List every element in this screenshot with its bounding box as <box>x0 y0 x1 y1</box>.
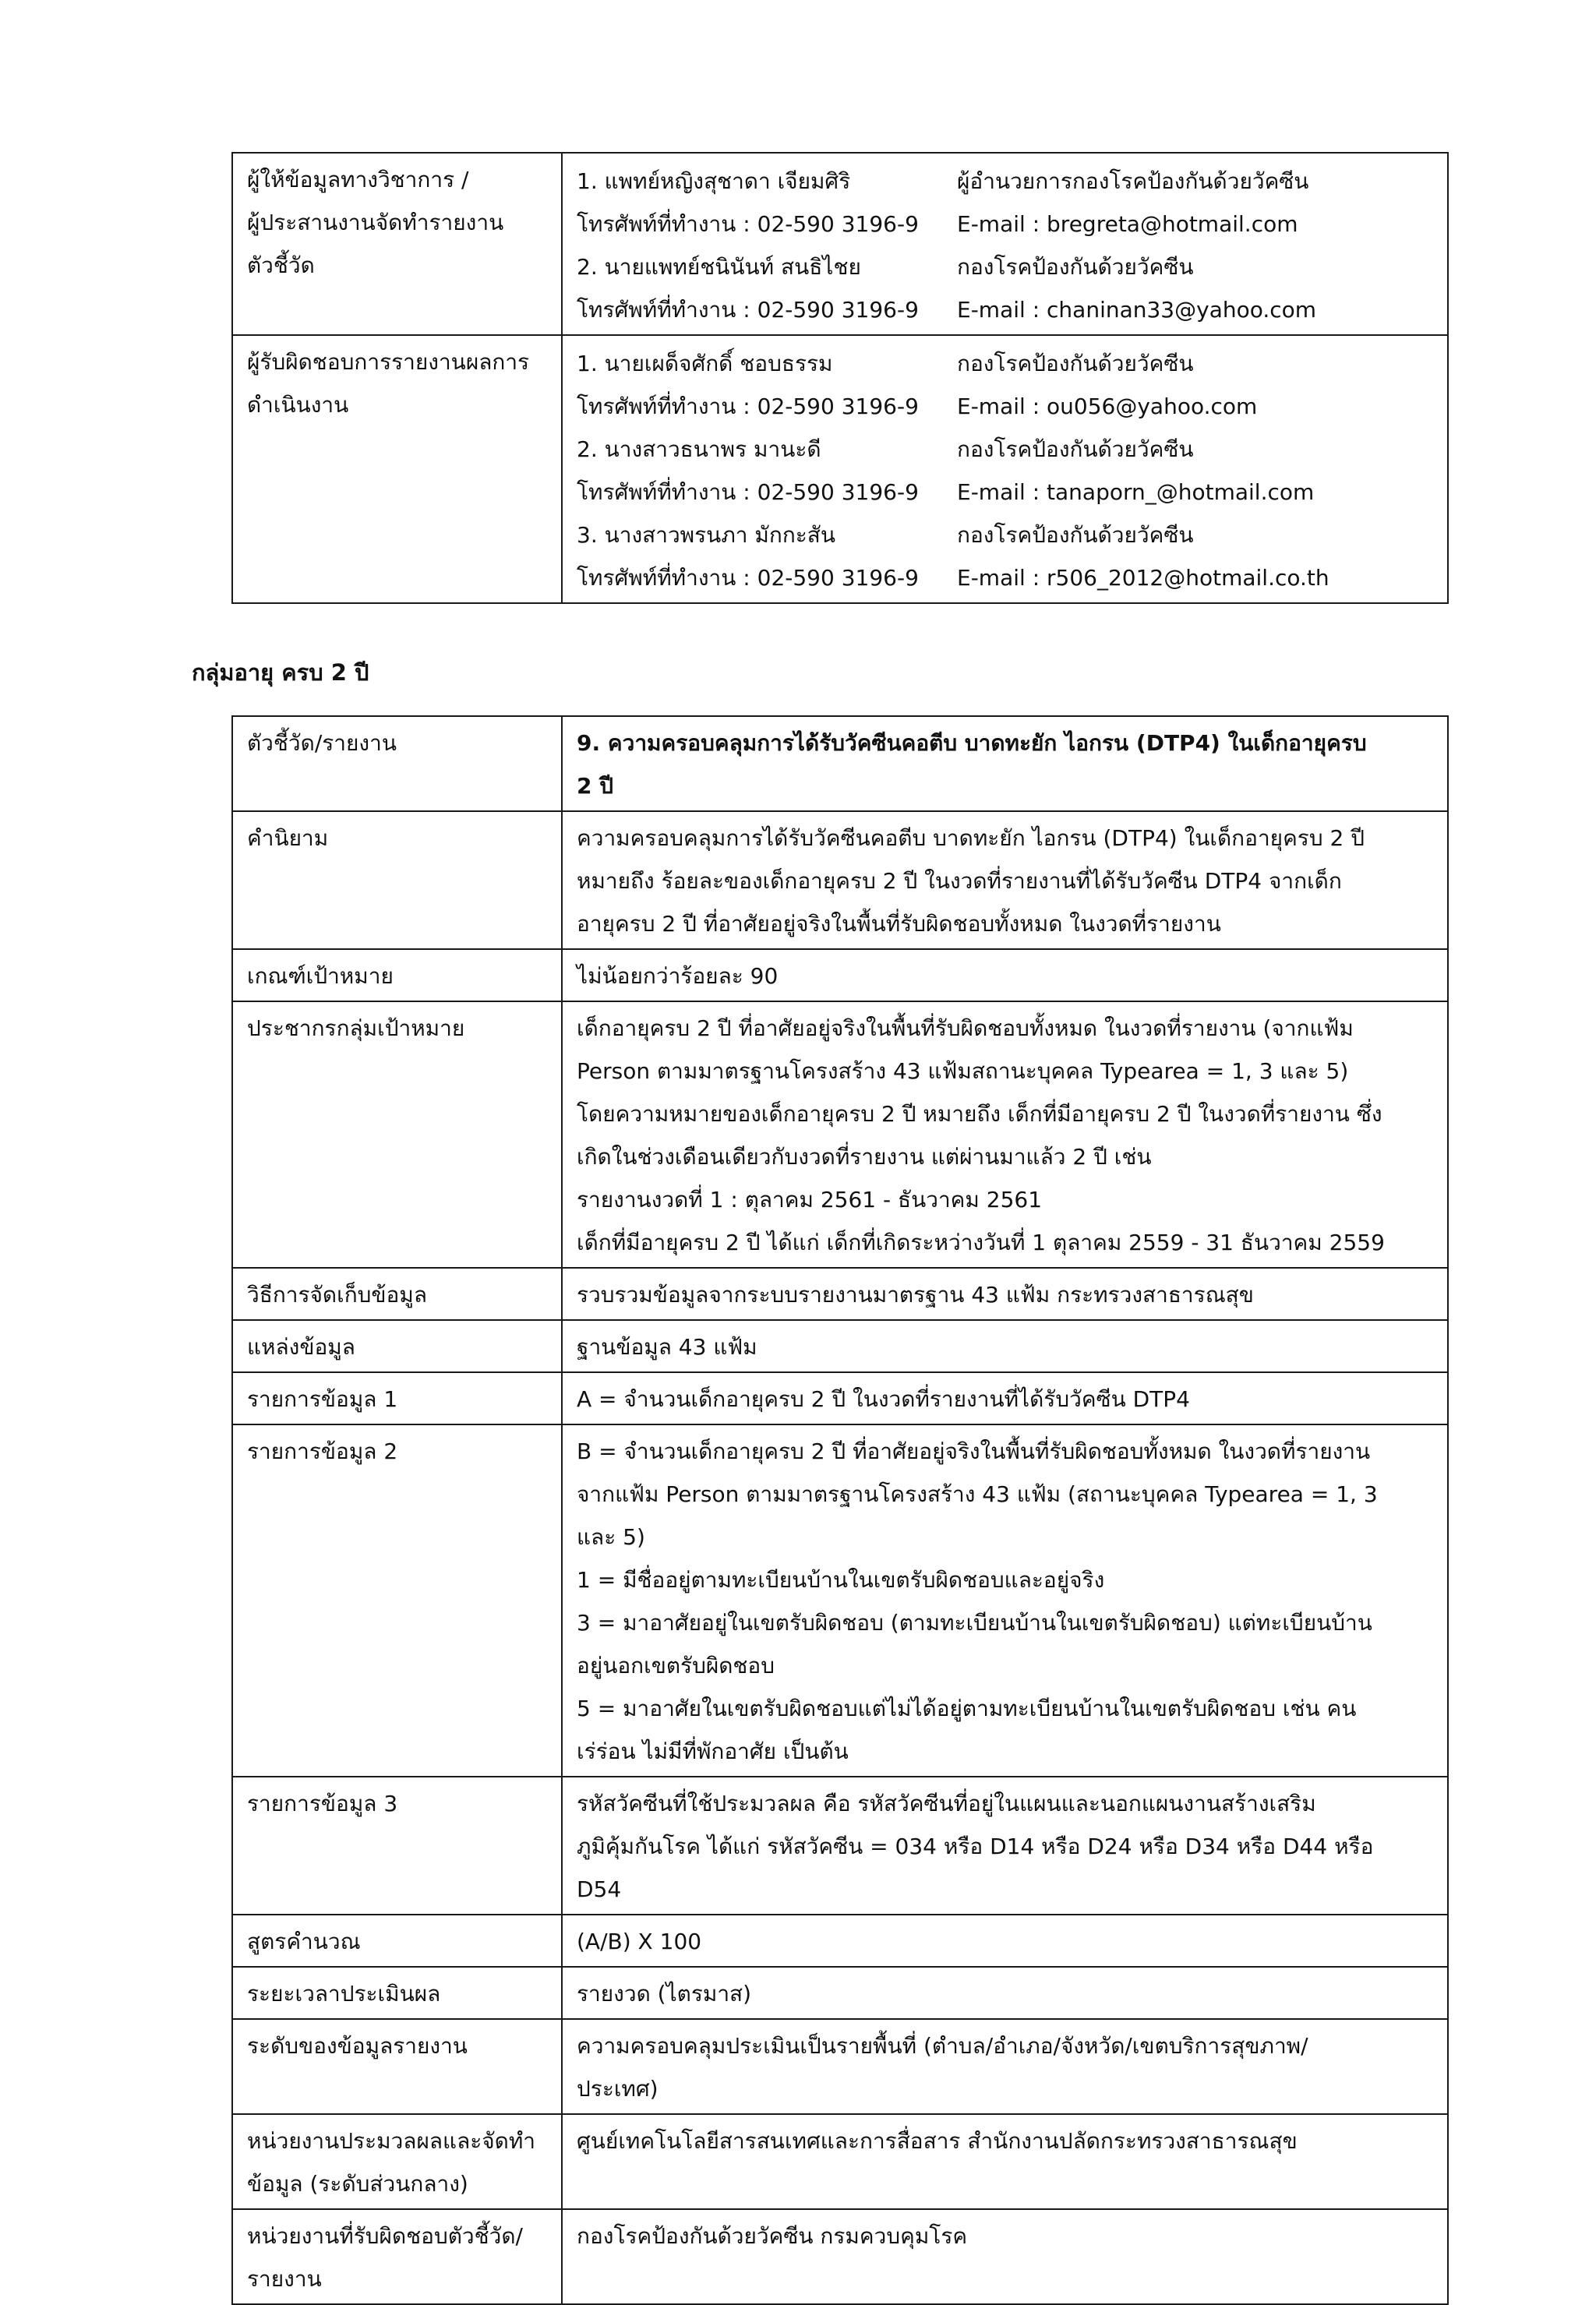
contact-line-right: กองโรคป้องกันด้วยวัคซีน <box>957 254 1194 280</box>
contact-line-right: E-mail : tanaporn_@hotmail.com <box>957 479 1315 505</box>
value-line: อยู่นอกเขตรับผิดชอบ <box>577 1653 775 1678</box>
value-line: D54 <box>577 1876 622 1902</box>
value-line: Person ตามมาตรฐานโครงสร้าง 43 แฟ้มสถานะบุคคล Typearea = 1, 3 และ 5) <box>577 1058 1349 1084</box>
row-value <box>562 1777 1448 1915</box>
value-line: จากแฟ้ม Person ตามมาตรฐานโครงสร้าง 43 แฟ้ม (สถานะบุคคล Typearea = 1, 3 <box>577 1481 1378 1507</box>
row-value <box>562 2114 1448 2209</box>
contact-line <box>577 385 1433 428</box>
row-value <box>562 2209 1448 2304</box>
contact-line <box>577 428 1433 471</box>
value-line: B = จำนวนเด็กอายุครบ 2 ปี ที่อาศัยอยู่จริงในพื้นที่รับผิดชอบทั้งหมด ในงวดที่รายงาน <box>577 1438 1371 1464</box>
contact-line <box>577 160 1433 203</box>
value-line: เร่ร่อน ไม่มีที่พักอาศัย เป็นต้น <box>577 1738 849 1764</box>
row-value <box>562 1268 1448 1320</box>
contact-line <box>577 342 1433 385</box>
value-line: อายุครบ 2 ปี ที่อาศัยอยู่จริงในพื้นที่รับผิดชอบทั้งหมด ในงวดที่รายงาน <box>577 911 1221 937</box>
contact-line-right: E-mail : r506_2012@hotmail.co.th <box>957 565 1329 591</box>
value-line: ประเทศ) <box>577 2076 659 2102</box>
indicator-row <box>232 2114 1448 2209</box>
contact-line <box>577 245 1433 288</box>
contact-line-left: โทรศัพท์ที่ทำงาน : 02-590 3196-9 <box>577 565 919 591</box>
contacts-row <box>232 153 1448 335</box>
contact-line <box>577 288 1433 331</box>
row-value <box>562 335 1448 603</box>
contact-line-right: E-mail : bregreta@hotmail.com <box>957 211 1298 237</box>
contact-line-left: 1. แพทย์หญิงสุชาดา เจียมศิริ <box>577 168 851 194</box>
indicator-row <box>232 1372 1448 1424</box>
section-heading: กลุ่มอายุ ครบ 2 ปี <box>192 659 369 686</box>
indicator-row <box>232 1320 1448 1372</box>
contact-line-right: ผู้อำนวยการกองโรคป้องกันด้วยวัคซีน <box>957 168 1309 194</box>
row-value <box>562 153 1448 335</box>
value-line: รายงวด (ไตรมาส) <box>577 1981 752 2007</box>
row-label-line: ตัวชี้วัด <box>247 252 315 278</box>
indicator-row <box>232 1915 1448 1967</box>
contact-line-right: กองโรคป้องกันด้วยวัคซีน <box>957 351 1194 376</box>
value-line: หมายถึง ร้อยละของเด็กอายุครบ 2 ปี ในงวดที่รายงานที่ได้รับวัคซีน DTP4 จากเด็ก <box>577 868 1342 894</box>
indicator-row <box>232 1777 1448 1915</box>
row-label-line: ผู้ให้ข้อมูลทางวิชาการ / <box>247 167 469 192</box>
contacts-row <box>232 335 1448 603</box>
row-value <box>562 1915 1448 1967</box>
value-line: 1 = มีชื่ออยู่ตามทะเบียนบ้านในเขตรับผิดชอบและอยู่จริง <box>577 1567 1105 1593</box>
value-line: ฐานข้อมูล 43 แฟ้ม <box>577 1334 757 1360</box>
row-label: ตัวชี้วัด/รายงาน <box>232 716 562 811</box>
row-label: คำนิยาม <box>232 811 562 949</box>
row-label: รายการข้อมูล 1 <box>232 1372 562 1424</box>
contact-line-right: กองโรคป้องกันด้วยวัคซีน <box>957 436 1194 462</box>
value-line: 3 = มาอาศัยอยู่ในเขตรับผิดชอบ (ตามทะเบียนบ้านในเขตรับผิดชอบ) แต่ทะเบียนบ้าน <box>577 1610 1372 1636</box>
indicator-row <box>232 1424 1448 1777</box>
contact-line-right: กองโรคป้องกันด้วยวัคซีน <box>957 522 1194 548</box>
contact-line-left: 3. นางสาวพรนภา มักกะสัน <box>577 522 836 548</box>
row-label-line: ผู้ประสานงานจัดทำรายงาน <box>247 210 504 235</box>
value-line: ภูมิคุ้มกันโรค ได้แก่ รหัสวัคซีน = 034 หรือ D14 หรือ D24 หรือ D34 หรือ D44 หรือ <box>577 1834 1374 1859</box>
indicator-row <box>232 1001 1448 1268</box>
indicator-row <box>232 2019 1448 2114</box>
row-label: วิธีการจัดเก็บข้อมูล <box>232 1268 562 1320</box>
value-line: A = จำนวนเด็กอายุครบ 2 ปี ในงวดที่รายงานที่ได้รับวัคซีน DTP4 <box>577 1386 1190 1412</box>
row-label: ระยะเวลาประเมินผล <box>232 1967 562 2019</box>
row-value <box>562 949 1448 1001</box>
row-label: รายการข้อมูล 3 <box>232 1777 562 1915</box>
indicator-row <box>232 1268 1448 1320</box>
value-line: 2 ปี <box>577 773 614 799</box>
contact-line-left: โทรศัพท์ที่ทำงาน : 02-590 3196-9 <box>577 211 919 237</box>
row-label-line: ดำเนินงาน <box>247 392 349 418</box>
row-label: ระดับของข้อมูลรายงาน <box>232 2019 562 2114</box>
value-line: (A/B) X 100 <box>577 1929 702 1954</box>
contact-line-right: E-mail : chaninan33@yahoo.com <box>957 297 1317 323</box>
contact-line-left: โทรศัพท์ที่ทำงาน : 02-590 3196-9 <box>577 394 919 419</box>
row-value <box>562 1320 1448 1372</box>
row-label <box>232 153 562 335</box>
row-value <box>562 1001 1448 1268</box>
row-value <box>562 1424 1448 1777</box>
row-label: สูตรคำนวณ <box>232 1915 562 1967</box>
contacts-table <box>231 152 1449 604</box>
contact-line-left: 1. นายเผด็จศักดิ์ ชอบธรรม <box>577 351 833 376</box>
contact-line-left: โทรศัพท์ที่ทำงาน : 02-590 3196-9 <box>577 297 919 323</box>
indicator-row <box>232 2209 1448 2304</box>
value-line: 9. ความครอบคลุมการได้รับวัคซีนคอตีบ บาดทะยัก ไอกรน (DTP4) ในเด็กอายุครบ <box>577 730 1367 756</box>
indicator-row <box>232 716 1448 811</box>
row-value <box>562 2019 1448 2114</box>
row-label-line: ผู้รับผิดชอบการรายงานผลการ <box>247 349 530 375</box>
indicator-row <box>232 949 1448 1001</box>
row-label: หน่วยงานที่รับผิดชอบตัวชี้วัด/ รายงาน <box>232 2209 562 2304</box>
value-line: เด็กที่มีอายุครบ 2 ปี ได้แก่ เด็กที่เกิดระหว่างวันที่ 1 ตุลาคม 2559 - 31 ธันวาคม 2559 <box>577 1230 1385 1255</box>
contact-line-right: E-mail : ou056@yahoo.com <box>957 394 1258 419</box>
value-line: ความครอบคลุมการได้รับวัคซีนคอตีบ บาดทะยัก ไอกรน (DTP4) ในเด็กอายุครบ 2 ปี <box>577 825 1365 851</box>
value-line: ไม่น้อยกว่าร้อยละ 90 <box>577 963 779 989</box>
row-value <box>562 1967 1448 2019</box>
value-line: และ 5) <box>577 1524 645 1550</box>
contact-line <box>577 556 1433 599</box>
indicator-table <box>231 715 1449 2305</box>
value-line: โดยความหมายของเด็กอายุครบ 2 ปี หมายถึง เด็กที่มีอายุครบ 2 ปี ในงวดที่รายงาน ซึ่ง <box>577 1101 1382 1127</box>
value-line: เด็กอายุครบ 2 ปี ที่อาศัยอยู่จริงในพื้นที่รับผิดชอบทั้งหมด ในงวดที่รายงาน (จากแฟ้ม <box>577 1015 1354 1041</box>
value-line: 5 = มาอาศัยในเขตรับผิดชอบแต่ไม่ได้อยู่ตามทะเบียนบ้านในเขตรับผิดชอบ เช่น คน <box>577 1696 1357 1721</box>
value-line: รหัสวัคซีนที่ใช้ประมวลผล คือ รหัสวัคซีนที่อยู่ในแผนและนอกแผนงานสร้างเสริม <box>577 1791 1316 1816</box>
row-label: ประชากรกลุ่มเป้าหมาย <box>232 1001 562 1268</box>
value-line: ความครอบคลุมประเมินเป็นรายพื้นที่ (ตำบล/อำเภอ/จังหวัด/เขตบริการสุขภาพ/ <box>577 2033 1308 2059</box>
contact-line-left: 2. นายแพทย์ชนินันท์ สนธิไชย <box>577 254 861 280</box>
row-label: รายการข้อมูล 2 <box>232 1424 562 1777</box>
contact-line-left: 2. นางสาวธนาพร มานะดี <box>577 436 821 462</box>
value-line: ศูนย์เทคโนโลยีสารสนเทศและการสื่อสาร สำนักงานปลัดกระทรวงสาธารณสุข <box>577 2128 1298 2154</box>
value-line: เกิดในช่วงเดือนเดียวกับงวดที่รายงาน แต่ผ่านมาแล้ว 2 ปี เช่น <box>577 1144 1152 1170</box>
value-line: กองโรคป้องกันด้วยวัคซีน กรมควบคุมโรค <box>577 2223 968 2249</box>
contact-line <box>577 514 1433 556</box>
indicator-row <box>232 1967 1448 2019</box>
row-label <box>232 335 562 603</box>
value-line: รายงานงวดที่ 1 : ตุลาคม 2561 - ธันวาคม 2561 <box>577 1187 1043 1213</box>
row-value <box>562 811 1448 949</box>
row-label: หน่วยงานประมวลผลและจัดทำ ข้อมูล (ระดับส่วนกลาง) <box>232 2114 562 2209</box>
contact-line <box>577 471 1433 514</box>
row-label: แหล่งข้อมูล <box>232 1320 562 1372</box>
value-line: รวบรวมข้อมูลจากระบบรายงานมาตรฐาน 43 แฟ้ม กระทรวงสาธารณสุข <box>577 1282 1254 1308</box>
indicator-row <box>232 811 1448 949</box>
contact-line-left: โทรศัพท์ที่ทำงาน : 02-590 3196-9 <box>577 479 919 505</box>
row-value <box>562 716 1448 811</box>
row-value <box>562 1372 1448 1424</box>
row-label: เกณฑ์เป้าหมาย <box>232 949 562 1001</box>
contact-line <box>577 203 1433 245</box>
